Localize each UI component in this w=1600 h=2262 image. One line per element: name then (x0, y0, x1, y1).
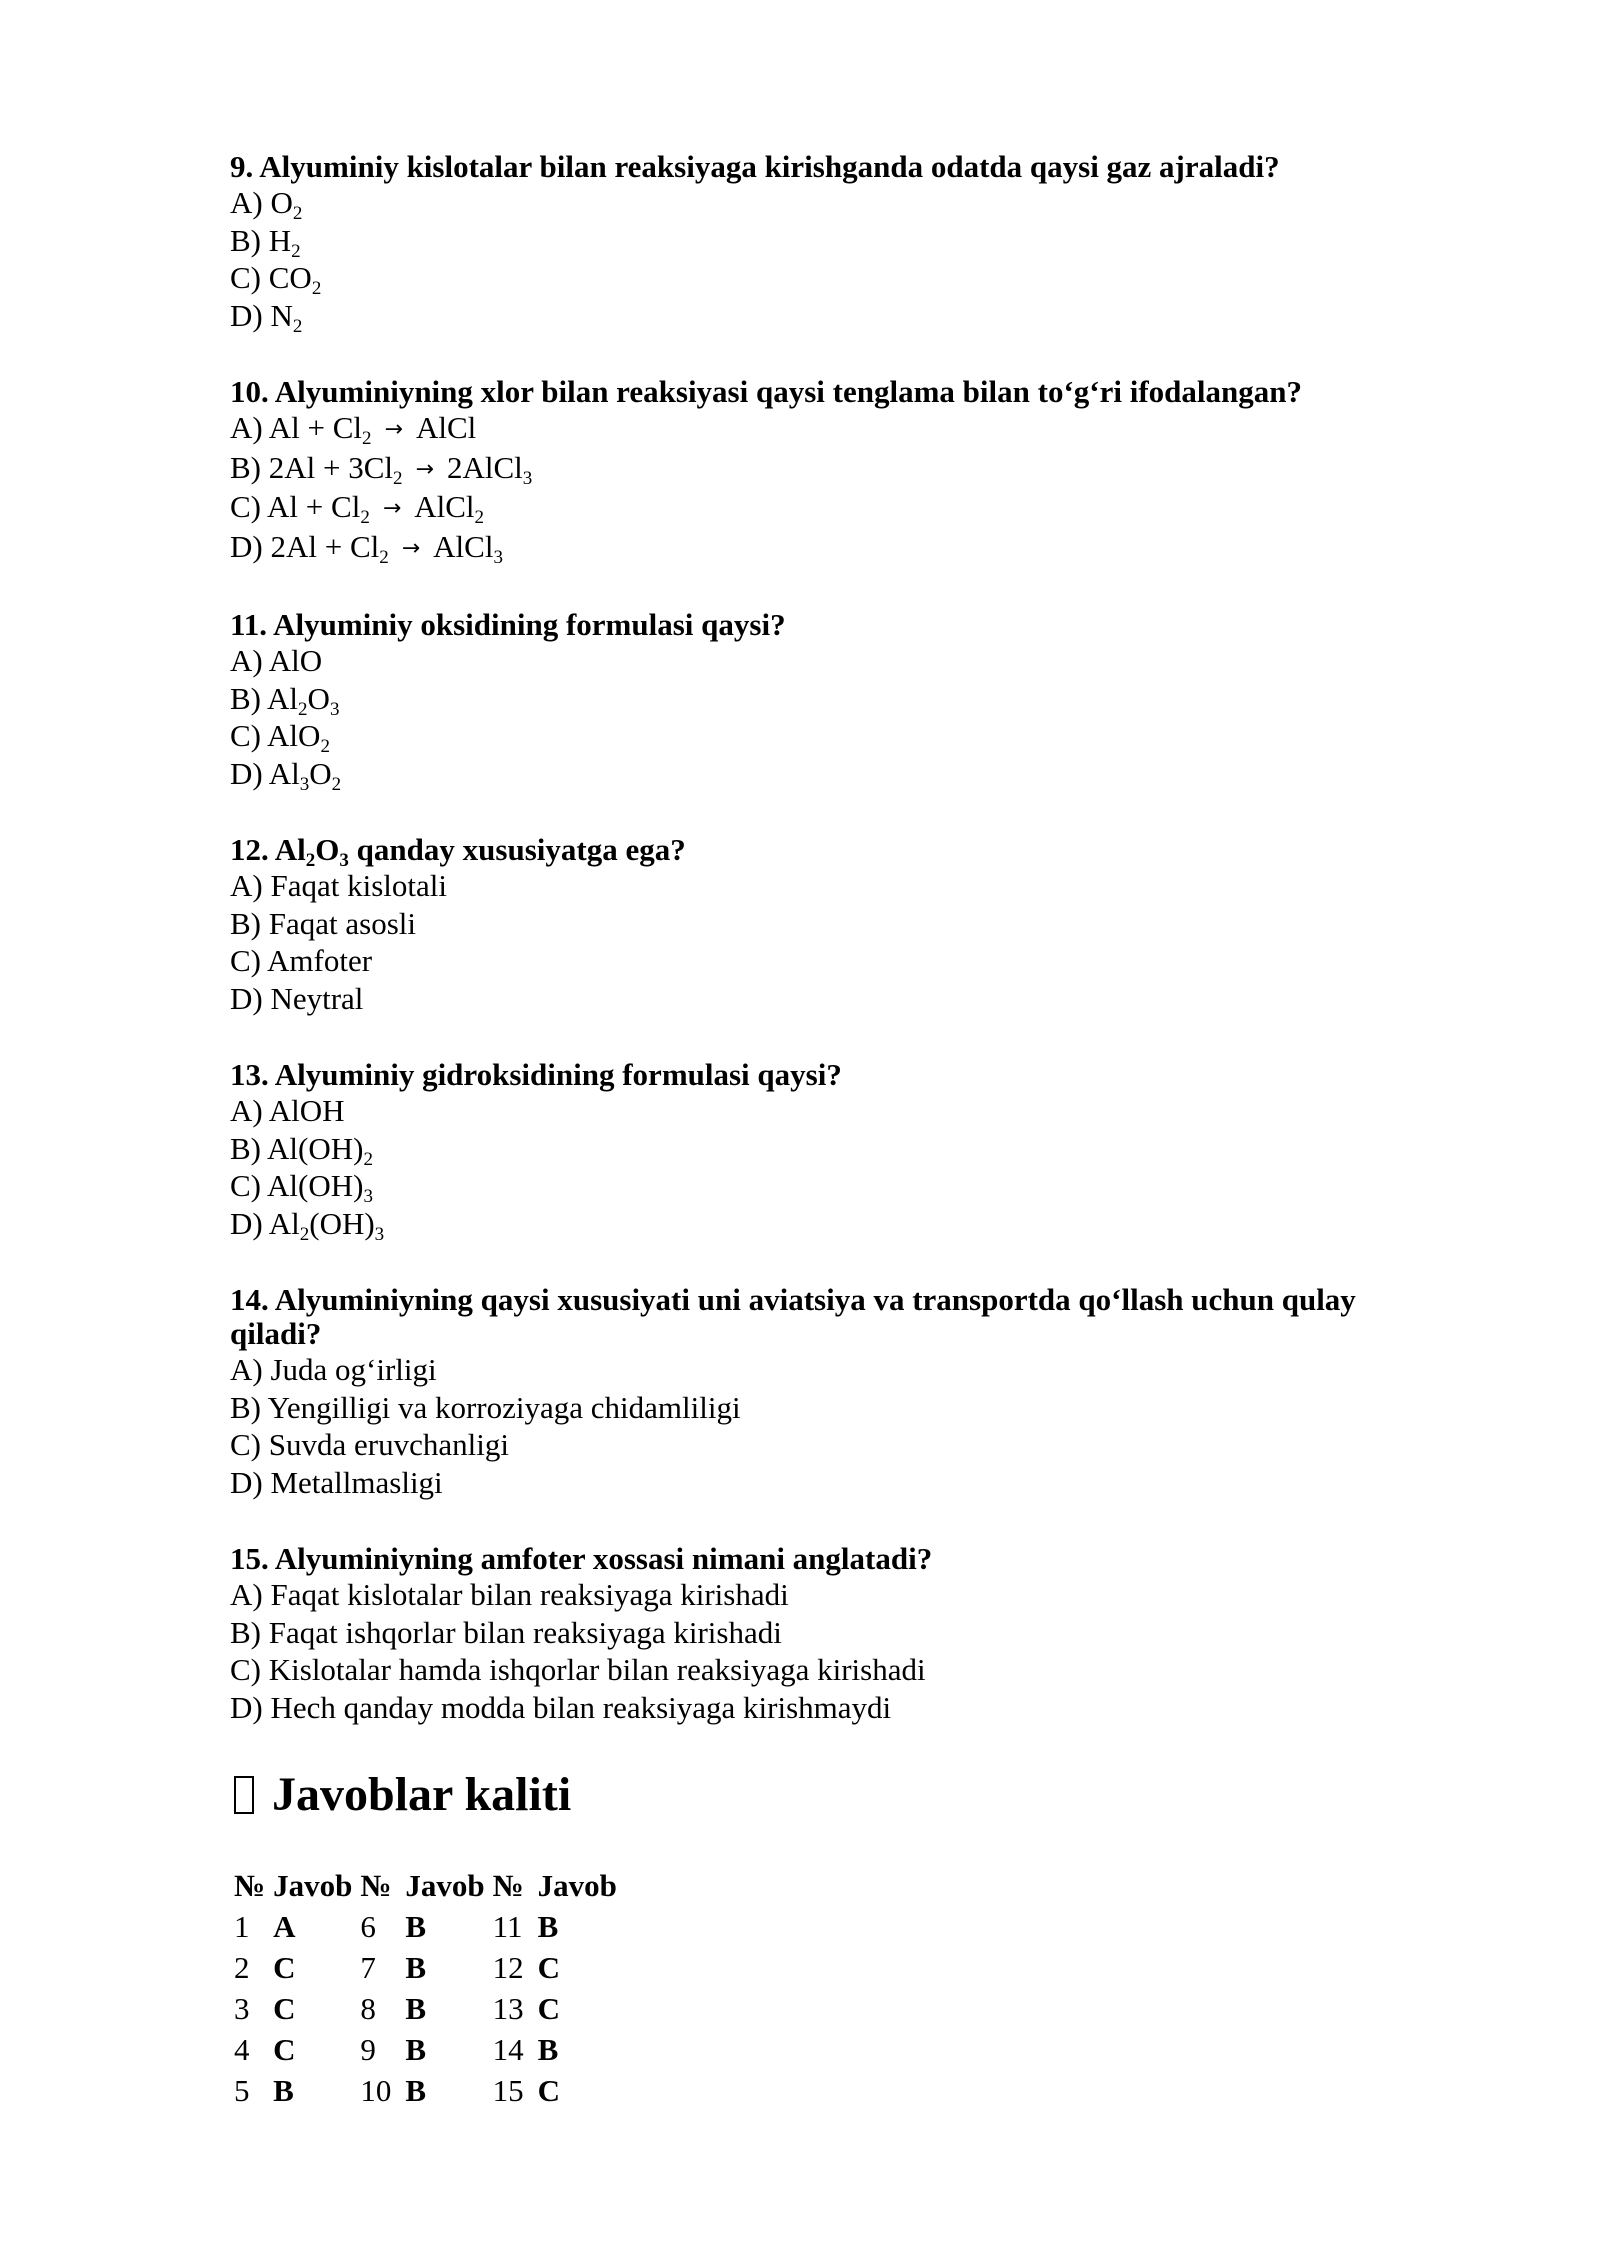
question-q9 (230, 149, 1430, 337)
answer-key-header-row (230, 1865, 621, 1906)
question-text: 13. Alyuminiy gidroksidining formulasi qaysi? (230, 1057, 842, 1092)
subscript: 3 (339, 850, 349, 871)
option-label: C) (230, 1427, 269, 1462)
text-segment: Faqat kislotalar bilan reaksiyaga kirishadi (270, 1577, 789, 1612)
answer-cell: B (405, 1990, 427, 2026)
option-label: A) (230, 1093, 269, 1128)
subscript: 2 (331, 773, 342, 795)
option-label: B) (230, 680, 268, 716)
subscript: 3 (493, 546, 503, 568)
text-segment: Al (267, 680, 299, 716)
header-answer: Javob (405, 1867, 485, 1903)
missing-glyph-icon (234, 1776, 254, 1814)
answer-option (230, 528, 1430, 568)
text-segment: N (270, 297, 293, 333)
header-number: № (360, 1867, 392, 1903)
option-label: A) (230, 1352, 271, 1387)
answer-option (230, 1689, 1430, 1727)
answer-cell: C (537, 1990, 561, 2026)
answer-key-table (230, 1865, 621, 2111)
text-segment: AlCl (433, 528, 494, 564)
answer-option (230, 449, 1430, 489)
text-segment: AlCl (414, 489, 475, 524)
answer-option (230, 297, 1430, 335)
option-label: B) (230, 1614, 269, 1650)
subscript: 2 (299, 1223, 310, 1245)
question-number-cell: 1 (234, 1908, 250, 1944)
option-label: D) (230, 1464, 271, 1500)
option-label: D) (230, 1689, 271, 1725)
text-segment: Faqat kislotali (270, 868, 447, 903)
text-segment: O (315, 832, 340, 867)
answer-option (230, 1092, 1430, 1130)
text-segment: 2AlCl (446, 449, 523, 485)
question-q14 (230, 1283, 1430, 1501)
text-segment: 2Al + 3Cl (268, 449, 394, 485)
answer-cell: B (537, 1908, 559, 1944)
text-segment: Neytral (270, 980, 364, 1016)
text-segment: Al(OH) (267, 1168, 364, 1203)
subscript: 2 (291, 240, 301, 262)
answer-option (230, 867, 1430, 905)
option-label: B) (230, 1389, 268, 1425)
reaction-arrow: → (408, 456, 441, 482)
answer-option (230, 1351, 1430, 1389)
text-segment: Juda og‘irligi (270, 1352, 437, 1387)
option-label: D) (230, 1205, 269, 1241)
text-segment: O (307, 680, 330, 716)
option-label: C) (230, 489, 268, 524)
subscript: 2 (305, 850, 316, 871)
text-segment: Al (268, 1205, 300, 1241)
question-q13 (230, 1057, 1430, 1245)
option-label: C) (230, 1168, 268, 1203)
question-text: 14. Alyuminiyning qaysi xususiyati uni aviatsiya va transportda qo‘llash uchun qulay qiladi? (230, 1282, 1356, 1351)
text-segment: H (268, 222, 292, 258)
text-segment: Al (268, 755, 300, 791)
answer-cell: B (405, 2072, 427, 2108)
answer-option (230, 1464, 1430, 1502)
answer-cell: C (273, 2031, 296, 2067)
answer-option (230, 1651, 1430, 1689)
subscript: 2 (320, 736, 330, 757)
question-text: 11. Alyuminiy oksidining formulasi qaysi? (230, 607, 786, 642)
answer-option (230, 1130, 1430, 1168)
question-text: 15. Alyuminiyning amfoter xossasi nimani anglatadi? (230, 1541, 933, 1576)
option-label: D) (230, 528, 271, 564)
question-number-cell: 14 (492, 2031, 524, 2067)
question-q15 (230, 1542, 1430, 1726)
answer-option (230, 1389, 1430, 1427)
subscript: 3 (374, 1223, 385, 1245)
text-segment: qanday xususiyatga ega? (348, 832, 686, 867)
text-segment: Metallmasligi (270, 1464, 443, 1500)
option-label: A) (230, 185, 271, 220)
text-segment: O (309, 755, 332, 791)
answer-cell: A (273, 1908, 296, 1944)
subscript: 2 (474, 507, 485, 528)
question-text: 9. Alyuminiy kislotalar bilan reaksiyaga kirishganda odatda qaysi gaz ajraladi? (230, 149, 1280, 184)
text-segment: AlCl (415, 410, 477, 445)
answer-option (230, 1167, 1430, 1205)
question-text: 10. Alyuminiyning xlor bilan reaksiyasi qaysi tenglama bilan to‘g‘ri ifodalangan? (230, 374, 1302, 409)
option-label: B) (230, 905, 269, 941)
subscript: 2 (360, 507, 370, 528)
text-segment: CO (268, 260, 312, 295)
document-page (230, 150, 1430, 2111)
text-segment: Kislotalar hamda ishqorlar bilan reaksiyaga kirishadi (268, 1652, 926, 1687)
answer-option (230, 1426, 1430, 1464)
answer-option (230, 1576, 1430, 1614)
answer-cell: B (405, 1908, 427, 1944)
subscript: 3 (299, 773, 310, 795)
answer-cell: C (537, 1949, 561, 1985)
option-label: C) (230, 943, 268, 978)
subscript: 2 (292, 203, 303, 224)
header-number: № (234, 1867, 266, 1903)
subscript: 2 (298, 698, 308, 720)
header-answer: Javob (537, 1867, 617, 1903)
option-label: C) (230, 260, 269, 295)
option-label: B) (230, 449, 269, 485)
answer-option (230, 488, 1430, 528)
option-label: B) (230, 222, 269, 258)
option-label: A) (230, 643, 269, 678)
answer-option (230, 680, 1430, 718)
answer-option (230, 642, 1430, 680)
header-answer: Javob (273, 1867, 353, 1903)
subscript: 2 (292, 315, 303, 337)
subscript: 2 (393, 467, 403, 489)
question-number-cell: 9 (360, 2031, 376, 2067)
answer-option (230, 1614, 1430, 1652)
answer-cell: B (273, 2072, 294, 2108)
answer-option (230, 980, 1430, 1018)
answer-cell: B (405, 1949, 427, 1985)
option-label: A) (230, 868, 271, 903)
text-segment: Yengilligi va korroziyaga chidamliligi (267, 1389, 741, 1425)
text-segment: 2Al + Cl (270, 528, 380, 564)
subscript: 3 (329, 698, 340, 720)
subscript: 2 (311, 278, 322, 299)
answer-key-heading (230, 1767, 1430, 1823)
text-segment: O (270, 185, 293, 220)
question-list (230, 150, 1430, 1726)
text-segment: Faqat asosli (268, 905, 416, 941)
subscript: 3 (522, 467, 533, 489)
option-label: C) (230, 718, 268, 753)
question-number-cell: 8 (360, 1990, 376, 2026)
text-segment: AlO (267, 718, 321, 753)
text-segment: Faqat ishqorlar bilan reaksiyaga kirishadi (268, 1614, 782, 1650)
subscript: 2 (379, 546, 389, 568)
table-row (230, 1947, 621, 1988)
reaction-arrow: → (375, 496, 409, 521)
table-row (230, 2070, 621, 2111)
question-number-cell: 3 (234, 1990, 250, 2026)
answer-cell: C (537, 2072, 561, 2108)
answer-option (230, 717, 1430, 755)
answer-option (230, 942, 1430, 980)
text-segment: Al + Cl (267, 489, 361, 524)
option-label: B) (230, 1130, 268, 1166)
answer-key-title: Javoblar kaliti (272, 1768, 572, 1821)
option-label: A) (230, 1577, 271, 1612)
option-label: D) (230, 980, 271, 1016)
reaction-arrow: → (377, 417, 410, 442)
answer-cell: C (273, 1949, 296, 1985)
text-segment: Hech qanday modda bilan reaksiyaga kirishmaydi (270, 1689, 892, 1725)
question-q11 (230, 607, 1430, 795)
table-row (230, 2029, 621, 2070)
option-label: D) (230, 297, 271, 333)
answer-option (230, 755, 1430, 793)
table-row (230, 1906, 621, 1947)
answer-cell: B (405, 2031, 427, 2067)
question-number-cell: 5 (234, 2072, 250, 2108)
option-label: C) (230, 1652, 269, 1687)
reaction-arrow: → (394, 535, 428, 561)
question-text (230, 832, 1430, 871)
question-number-cell: 13 (492, 1990, 524, 2026)
question-number-cell: 11 (492, 1908, 523, 1944)
answer-cell: C (273, 1990, 296, 2026)
text-segment: Al(OH) (267, 1130, 364, 1166)
header-number: № (492, 1867, 524, 1903)
text-segment: AlO (268, 643, 323, 678)
question-q10 (230, 375, 1430, 567)
question-number-cell: 4 (234, 2031, 250, 2067)
option-label: D) (230, 755, 269, 791)
question-number-cell: 2 (234, 1949, 250, 1985)
subscript: 2 (363, 1148, 373, 1170)
question-number-cell: 7 (360, 1949, 376, 1985)
answer-key-body (230, 1906, 621, 2111)
answer-option (230, 184, 1430, 222)
question-number-cell: 15 (492, 2072, 524, 2108)
text-segment: AlOH (268, 1093, 345, 1128)
answer-option (230, 409, 1430, 449)
text-segment: Al + Cl (268, 410, 363, 445)
option-label: A) (230, 410, 269, 445)
text-segment: Suvda eruvchanligi (268, 1427, 509, 1462)
answer-option (230, 1205, 1430, 1243)
answer-cell: B (537, 2031, 559, 2067)
text-segment: Amfoter (267, 943, 373, 978)
subscript: 3 (363, 1186, 373, 1207)
answer-option (230, 222, 1430, 260)
question-number-cell: 6 (360, 1908, 376, 1944)
answer-option (230, 905, 1430, 943)
question-number-cell: 12 (492, 1949, 524, 1985)
question-q12 (230, 833, 1430, 1017)
text-segment: (OH) (309, 1205, 375, 1241)
subscript: 2 (362, 428, 372, 449)
table-row (230, 1988, 621, 2029)
answer-option (230, 259, 1430, 297)
question-number-cell: 10 (360, 2072, 392, 2108)
text-segment: 12. Al (230, 832, 306, 867)
